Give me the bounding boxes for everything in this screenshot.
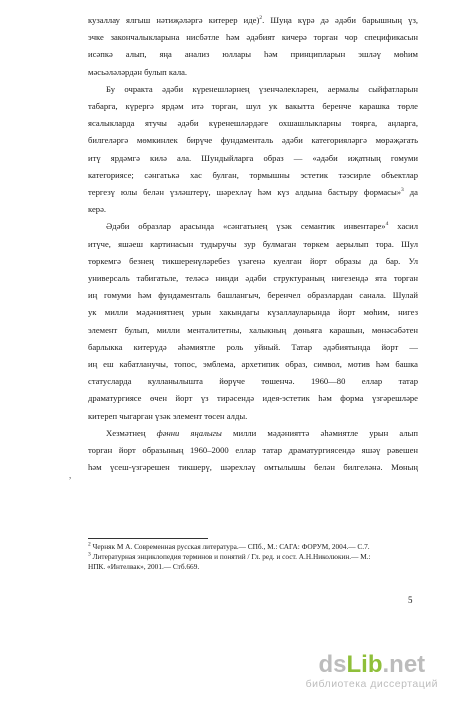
page-number: 5 (408, 595, 413, 605)
line-text: Әдәби образлар арасында «сәнгатьнең үзәк семантик инвентаре» (106, 221, 386, 232)
text-line (88, 442, 418, 459)
text-line (88, 98, 418, 115)
watermark-subtitle: библиотека диссертаций (305, 678, 438, 690)
line-text: һәм үсеш-үзгәрешен тикшерү, шәрехләү омтылышы белән билгеләнә. Мөның (88, 462, 418, 473)
line-text: керә. (88, 204, 107, 215)
text-line (88, 64, 418, 81)
footnote (88, 552, 418, 562)
footnote-number: 2 (88, 541, 91, 548)
body-text (88, 12, 418, 476)
text-line (88, 236, 418, 253)
line-text: категориясе; сәнгатькә хас булган, тормышны эстетик тәэсирле объектлар (88, 169, 418, 180)
footnote-ref[interactable]: 2 (259, 15, 263, 22)
text-line (88, 46, 418, 63)
text-line (88, 12, 418, 29)
footnote-number: 3 (88, 551, 91, 558)
footnote-text: НПК. «Интелвак», 2001.— Стб.669. (88, 562, 200, 571)
line-text: төркемгә безнең тикшеренүләребез үзәгенә куелган йорт образы да бар. Ул (88, 255, 418, 266)
logo-lib: Lib (346, 651, 383, 678)
line-text-after: милли мәдәниятт (221, 427, 306, 438)
text-line (88, 373, 418, 390)
line-text: драматургиясе өчен йорт үз тирәсендә идея-эстетик һәм форма үзгәрешләре (88, 393, 418, 404)
line-text: барлыкка китерүдә әһәмиятле роль уйный. Татар әдәбиятында йорт — (88, 341, 418, 352)
line-text: иң гомуми һәм фундаменталь башлангыч, беренчел образлардан санала. Шулай (88, 290, 418, 301)
logo-net: .net (382, 651, 426, 678)
text-line (88, 270, 418, 287)
logo-ds: ds (318, 651, 347, 678)
line-text-after: да (403, 187, 418, 198)
text-line (88, 390, 418, 407)
footnote (88, 562, 418, 572)
line-text: мәсьәләләрдән булып кала. (88, 66, 188, 77)
text-line (88, 339, 418, 356)
line-text: китереп чыгарган үзәк элемент төсен алды. (88, 410, 248, 421)
text-line (88, 304, 418, 321)
line-text: эчке закончалыкларына нисбәтле һәм әдәбият кичерә торган чор спецификасын (88, 32, 418, 43)
footnote-ref[interactable]: 4 (385, 221, 389, 228)
line-text: итү ярдәмгә килә ала. Шундыйларга образ — «әдәби иҗатның гомуми (88, 152, 418, 163)
line-text: ук милли мәдәниятнең урын хакындагы күзаллауларында йорт мөһим, нигез (88, 307, 418, 318)
footnote-text: Черняк М А. Современная русская литература.— СПб., М.: САГА: ФОРУМ, 2004.— С.7. (92, 542, 370, 551)
line-text: статусларда кулланылышта йөрүче төшенчә. 1960—80 еллар татар (88, 376, 418, 387)
line-text: тергезү юлы белән үзләштерү, шәрехләү һәм күз алдына бастыру формасы» (88, 187, 402, 198)
text-line (88, 253, 418, 270)
text-line (88, 150, 418, 167)
line-text: иң еш кабатланучы, топос, эмблема, архетипик образ, символ, мотив һәм башка (88, 359, 418, 370)
line-text-after: . Шуңа күрә дә әдәби барышның үз, (262, 15, 418, 25)
footnotes (88, 538, 418, 572)
text-line (88, 218, 418, 235)
margin-mark: , (69, 470, 72, 480)
text-line (88, 322, 418, 339)
text-line (88, 132, 418, 149)
text-line (88, 29, 418, 46)
line-text: универсаль табигатьле, теләсә нинди әдәби структураның нигезендә ята торган (88, 273, 418, 284)
line-text: торган йорт образының 1960–2000 еллар татар драматургиясендә яшәү рәвешен (88, 445, 418, 456)
line-text: билгеләргә мөмкинлек бирүче фундаменталь әдәби категорияләргә мөрәҗәгать (88, 135, 418, 146)
line-text: кузаллау ялгыш нәтиҗәләргә китерер иде) (88, 15, 260, 25)
line-text-after: ә әһәмиятле урын алып (305, 427, 418, 438)
text-line (88, 81, 418, 98)
line-text: исәпкә алып, яңа анализ юллары һәм принципларын эшләү мөһим (88, 49, 418, 60)
text-line (88, 408, 418, 425)
italic-phrase: фәнни яңалыгы (156, 427, 222, 438)
text-line (88, 201, 418, 218)
text-line (88, 115, 418, 132)
text-line (88, 356, 418, 373)
footnote-text: Литературная энциклопедия терминов и понятий / Гл. ред. и сост. А.Н.Николюкин.— М.: (92, 552, 371, 561)
line-text: табарга, күрергә ярдәм итә торган, шул ук вакытта беренче карашка төрле (88, 101, 418, 112)
watermark-logo[interactable] (306, 652, 438, 678)
text-line (88, 184, 418, 201)
footnote-divider (88, 538, 208, 539)
line-text: элемент булып, милли менталитетны, халыкның дөньяга карашын, мөнәсәбәтен (88, 324, 418, 335)
line-text: Хезмәтнең (106, 427, 157, 438)
footnote (88, 542, 418, 552)
text-line (88, 287, 418, 304)
line-text: Бу очракта әдәби күренешләрнең үзенчәлекләрен, аермалы сыйфатларын (106, 83, 418, 94)
text-line (88, 459, 418, 476)
text-line (88, 167, 418, 184)
watermark[interactable] (306, 652, 438, 690)
text-line (88, 425, 418, 442)
line-text-after: хасил (388, 221, 418, 232)
line-text: ясалыкларда ятучы әдәби күренешләрдәге охшашлыкларны тоярга, аңларга, (88, 118, 418, 129)
footnote-ref[interactable]: 3 (401, 187, 404, 194)
line-text: итүче, яшәеш картинасын тудыручы зур булмаган төркем аерылып тора. Шул (88, 238, 418, 249)
